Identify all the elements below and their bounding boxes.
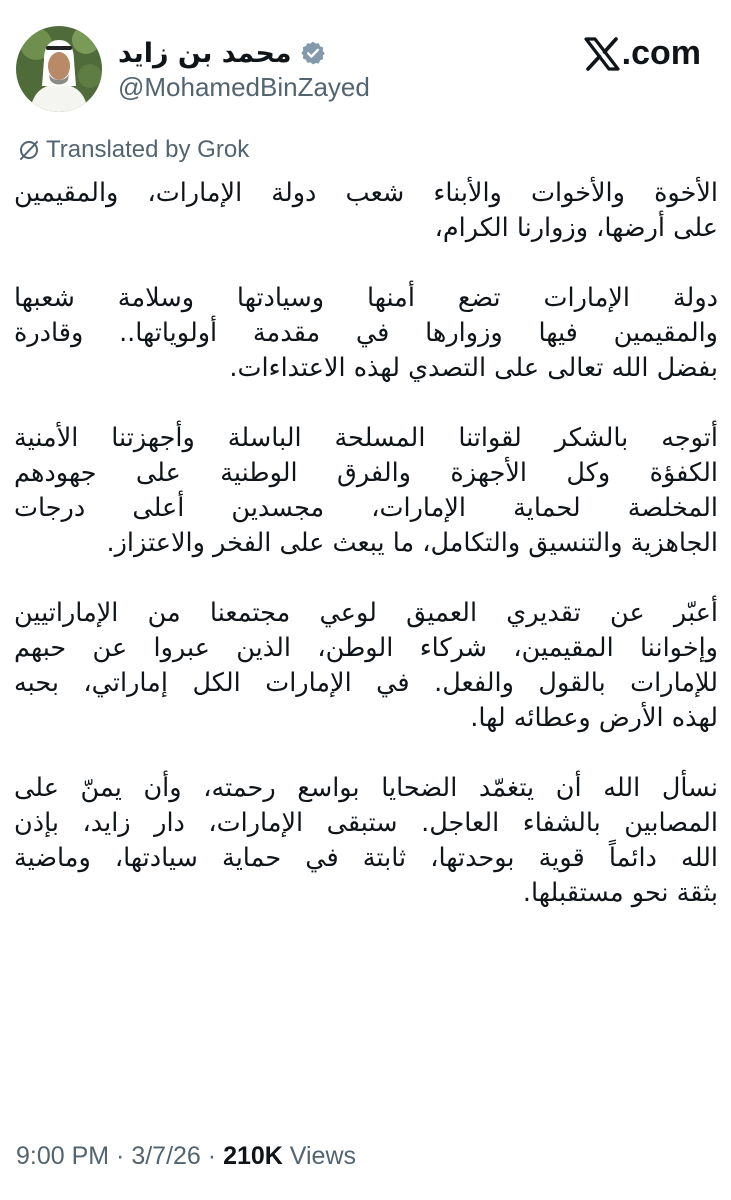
tweet-line: للإمارات بالقول والفعل. في الإمارات الكل إماراتي، بحبه <box>14 668 718 698</box>
tweet-line: لهذه الأرض وعطائه لها. <box>470 703 718 733</box>
translated-label: Translated by Grok <box>46 136 250 163</box>
tweet-line: أعبّر عن تقديري العميق لوعي مجتمعنا من الإماراتيين <box>14 598 718 628</box>
tweet-line: الأخوة والأخوات والأبناء شعب دولة الإمارات، والمقيمين <box>14 178 718 208</box>
x-logo-icon <box>584 37 620 71</box>
views-label: Views <box>282 1142 357 1170</box>
tweet-line: الجاهزية والتنسيق والتكامل، ما يبعث على الفخر والاعتزاز. <box>106 528 718 558</box>
tweet-line: وإخواننا المقيمين، شركاء الوطن، الذين عبروا عن حبهم <box>14 633 718 663</box>
translated-by-grok[interactable] <box>18 136 249 164</box>
tweet-line: والمقيمين فيها وزوارها في مقدمة أولوياتها.. وقادرة <box>14 318 718 348</box>
tweet-date[interactable]: 3/7/26 <box>131 1142 201 1170</box>
tweet-line: أتوجه بالشكر لقواتنا المسلحة الباسلة وأجهزتنا الأمنية <box>14 423 718 453</box>
brand-label: .com <box>621 34 701 72</box>
tweet-paragraph <box>14 596 718 736</box>
tweet-text <box>14 176 718 1116</box>
author-handle[interactable]: @MohamedBinZayed <box>118 72 370 102</box>
tweet-line: الله دائماً قوية بوحدتها، ثابتة في حماية سيادتها، وماضية <box>14 843 718 873</box>
tweet-paragraph <box>14 176 718 246</box>
author-name-row <box>118 36 326 70</box>
tweet-line: على أرضها، وزوارنا الكرام، <box>434 213 718 243</box>
tweet-paragraph <box>14 421 718 561</box>
tweet-line: بثقة نحو مستقبلها. <box>522 878 718 908</box>
grok-icon <box>18 139 40 161</box>
tweet-line: بفضل الله تعالى على التصدي لهذه الاعتداءات. <box>229 353 718 383</box>
verified-badge-icon <box>300 40 326 66</box>
meta-separator: · <box>109 1142 132 1170</box>
meta-separator: · <box>200 1142 224 1170</box>
tweet-meta <box>16 1142 356 1171</box>
x-brand <box>584 34 701 73</box>
author-display-name[interactable]: محمد بن زايد <box>118 37 292 69</box>
views-count: 210K <box>223 1142 283 1170</box>
tweet-paragraph <box>14 281 718 386</box>
tweet-line: دولة الإمارات تضع أمنها وسيادتها وسلامة شعبها <box>14 283 718 313</box>
tweet-line: المصابين بالشفاء العاجل. ستبقى الإمارات، دار زايد، بإذن <box>14 808 718 838</box>
avatar[interactable] <box>16 26 102 112</box>
tweet-line: الكفؤة وكل الأجهزة والفرق الوطنية على جهودهم <box>14 458 718 488</box>
tweet-header <box>0 0 731 120</box>
tweet-line: المخلصة لحماية الإمارات، مجسدين أعلى درجات <box>14 493 718 523</box>
tweet-line: نسأل الله أن يتغمّد الضحايا بواسع رحمته، وأن يمنّ على <box>14 773 718 803</box>
tweet-time[interactable]: 9:00 PM <box>16 1142 110 1170</box>
tweet-paragraph <box>14 771 718 911</box>
